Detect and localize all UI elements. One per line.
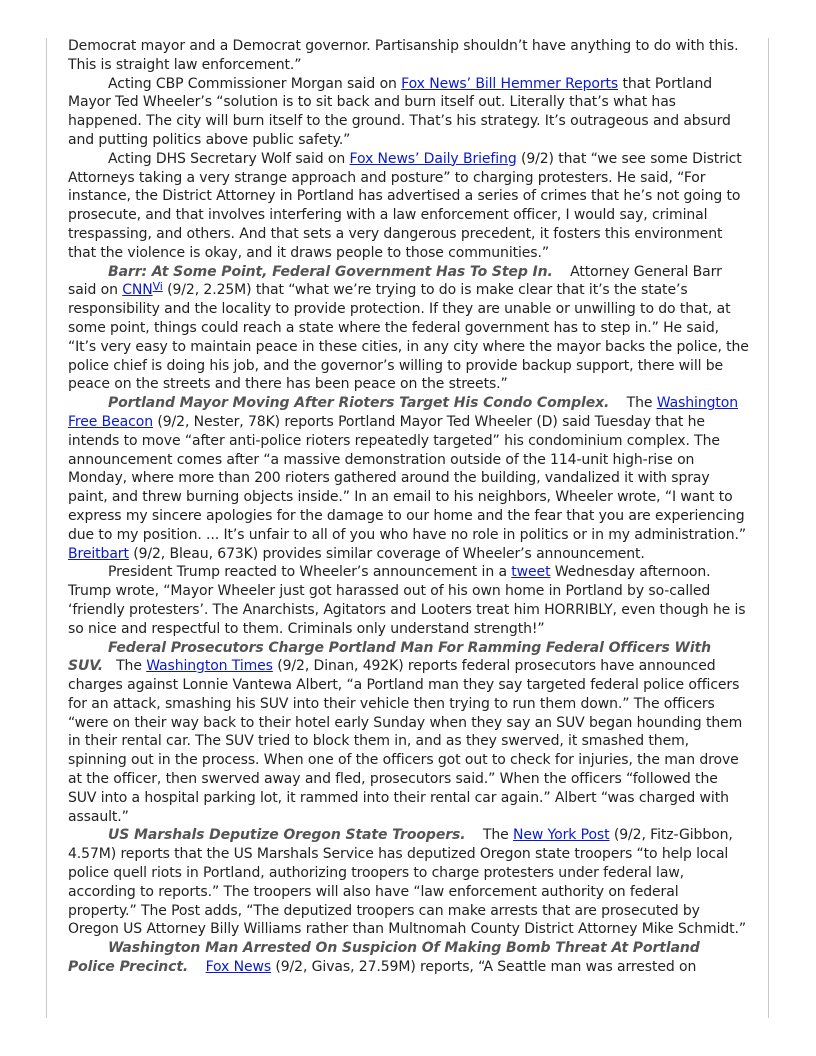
- paragraph-text: Democrat mayor and a Democrat governor. Partisanship shouldn’t have anything to do with this. This is straight law enforcement.”: [68, 38, 739, 73]
- left-margin-rule: [46, 38, 47, 1018]
- article-wheeler-moving: [68, 394, 750, 563]
- source-link[interactable]: tweet: [511, 564, 551, 581]
- source-link[interactable]: Washington Times: [146, 658, 273, 675]
- article-headline: Barr: At Some Point, Federal Government Has To Step In.: [108, 263, 553, 280]
- article-headline: Federal Prosecutors Charge Portland Man For Ramming Federal Officers With SUV.: [68, 639, 712, 675]
- article-suv-ramming: [68, 639, 750, 827]
- paragraph-text: The: [116, 658, 147, 675]
- right-margin-rule: [768, 38, 769, 1018]
- paragraph-text: President Trump reacted to Wheeler’s announcement in a: [108, 564, 512, 581]
- paragraph-text: Attorney General Barr said on: [68, 263, 722, 299]
- paragraph-text: (9/2, 2.25M) that “what we’re trying to do is make clear that it’s the state’s responsibility and the locality to provide protection. If they are unable or unwilling to do that, at some point, things could reach a state where the federal government has to step in.” He said, “It’s very easy to maintain peace in these cities, in any city where the mayor backs the police, the police chief is doing his job, and the governor’s willing to provide backup support, there will be peace on the streets and there has been peace on the streets.”: [68, 282, 749, 393]
- paragraph-cbp-morgan: [68, 75, 750, 150]
- paragraph-text: Wednesday afternoon. Trump wrote, “Mayor Wheeler just got harassed out of his own home in Portland by so-called ‘friendly protesters’. The Anarchists, Agitators and Looters treat him HORRIBLY, even though he is so nice and respectful to them. Criminals only understand strength!”: [68, 564, 746, 637]
- source-link[interactable]: Washington Free Beacon: [68, 395, 739, 430]
- source-link[interactable]: CNN: [122, 282, 153, 299]
- source-link[interactable]: New York Post: [512, 827, 610, 844]
- paragraph-text: that Portland Mayor Ted Wheeler’s “solution is to sit back and burn itself out. Literally that’s what has happened. The city will burn itself to the ground. That’s his strategy. It’s outrageous and absurd and putting politics above public safety.”: [68, 75, 731, 148]
- paragraph-text: (9/2) that “we see some District Attorneys taking a very strange approach and posture” to charging protesters. He said, “For instance, the District Attorney in Portland has advertised a series of crimes that he’s not going to prosecute, and that involves interfering with a law enforcement officer, I would say, criminal trespassing, and others. And that sets a very dangerous precedent, it fosters this environment that the violence is okay, and it draws people to those communities.”: [68, 150, 742, 261]
- article-barr: [68, 263, 750, 395]
- paragraph-text: Acting DHS Secretary Wolf said on: [108, 150, 350, 167]
- paragraph-text: (9/2, Nester, 78K) reports Portland Mayor Ted Wheeler (D) said Tuesday that he intends to move “after anti-police rioters repeatedly targeted” his condominium complex. The announcement comes after “a massive demonstration outside of the 114-unit high-rise on Monday, where more than 200 rioters gathered around the building, vandalized it with spray paint, and threw burning objects inside.” In an email to his neighbors, Wheeler wrote, “I want to express my sincere apologies for the damage to our home and the fear that you are experiencing due to my position. ... It’s unfair to all of you who have no role in politics or in my administration.”: [68, 413, 747, 543]
- article-bomb-threat: [68, 939, 750, 977]
- source-link[interactable]: Fox News: [205, 959, 272, 976]
- paragraph-dhs-wolf: [68, 150, 750, 263]
- article-headline: Portland Mayor Moving After Rioters Target His Condo Complex.: [108, 395, 610, 412]
- paragraph-trump-tweet: [68, 563, 750, 638]
- article-us-marshals: [68, 826, 750, 939]
- document-page: [68, 37, 750, 977]
- paragraph-text: (9/2, Bleau, 673K) provides similar coverage of Wheeler’s announcement.: [128, 545, 645, 562]
- paragraph-text: (9/2, Fitz-Gibbon, 4.57M) reports that the US Marshals Service has deputized Oregon state troopers “to help local police quell riots in Portland, authorizing troopers to charge protesters under federal law, according to reports.” The troopers will also have “law enforcement authority on federal property.” The Post adds, “The deputized troopers can make arrests that are prosecuted by Oregon US Attorney Billy Williams rather than Multnomah County District Attorney Mike Schmidt.”: [68, 827, 747, 938]
- paragraph-text: The: [626, 395, 657, 412]
- paragraph-text: (9/2, Givas, 27.59M) reports, “A Seattle man was arrested on: [271, 959, 697, 976]
- paragraph-text: The: [482, 827, 513, 844]
- paragraph-text: Acting CBP Commissioner Morgan said on: [108, 75, 402, 92]
- source-link[interactable]: Breitbart: [68, 545, 129, 562]
- source-link[interactable]: Fox News’ Bill Hemmer Reports: [401, 75, 619, 92]
- paragraph-continuation: [68, 37, 750, 75]
- source-link[interactable]: Fox News’ Daily Briefing: [349, 150, 517, 167]
- article-headline: Washington Man Arrested On Suspicion Of Making Bomb Threat At Portland Police Precinct.: [68, 940, 700, 976]
- article-headline: US Marshals Deputize Oregon State Troopers.: [108, 827, 466, 844]
- video-link[interactable]: Vi: [152, 280, 163, 294]
- paragraph-text: (9/2, Dinan, 492K) reports federal prosecutors have announced charges against Lonnie Vantewa Albert, “a Portland man they say targeted federal police officers for an attack, smashing his SUV into their vehicle then trying to run them down.” The officers “were on their way back to their hotel early Sunday when they say an SUV began hounding them in their rental car. The SUV tried to block them in, and as they swerved, it smashed them, spinning out in the process. When one of the officers got out to check for injuries, the man drove at the officer, then swerved away and fled, prosecutors said.” When the officers “followed the SUV into a hospital parking lot, it rammed into their rental car again.” Albert “was charged with assault.”: [68, 658, 743, 825]
